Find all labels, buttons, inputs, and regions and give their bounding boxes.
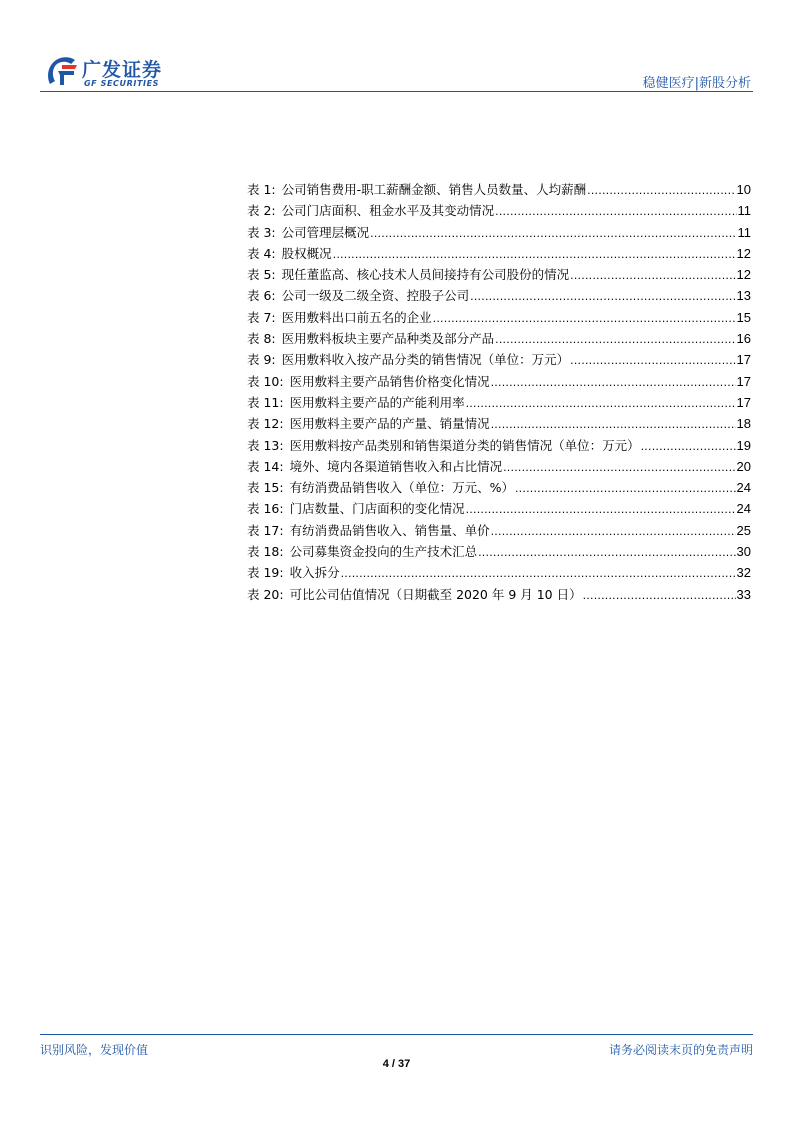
toc-entry[interactable]	[247, 456, 751, 477]
toc-entry-page: 12	[736, 245, 751, 261]
toc-entry-title: 医用敷料收入按产品分类的销售情况（单位：万元）	[281, 352, 570, 368]
logo-chinese-name: 广发证券	[82, 59, 163, 81]
toc-entry[interactable]	[247, 200, 751, 221]
toc-entry-title: 公司募集资金投向的生产技术汇总	[289, 544, 478, 560]
toc-entry-page: 17	[736, 373, 751, 389]
toc-dot-leader	[491, 372, 736, 393]
toc-entry-label: 表 12:	[247, 416, 284, 432]
toc-dot-leader	[583, 585, 736, 606]
toc-dot-leader	[587, 180, 735, 201]
toc-entry-label: 表 3:	[247, 224, 276, 240]
toc-entry-title: 现任董监高、核心技术人员间接持有公司股份的情况	[281, 267, 570, 283]
toc-dot-leader	[570, 350, 735, 371]
toc-entry-page: 33	[736, 586, 751, 602]
toc-entry[interactable]	[247, 222, 751, 243]
toc-entry-label: 表 5:	[247, 267, 276, 283]
toc-dot-leader	[491, 414, 736, 435]
toc-dot-leader	[570, 265, 735, 286]
toc-entry-title: 收入拆分	[289, 565, 340, 581]
toc-entry-label: 表 17:	[247, 522, 284, 538]
toc-entry[interactable]	[247, 328, 751, 349]
table-of-tables	[247, 179, 751, 605]
toc-entry-page: 10	[736, 182, 751, 197]
toc-entry-page: 24	[736, 480, 751, 496]
toc-entry-title: 公司管理层概况	[281, 224, 370, 240]
toc-entry-page: 13	[736, 288, 751, 304]
toc-dot-leader	[333, 244, 736, 265]
toc-entry-page: 32	[736, 565, 751, 581]
toc-entry-page: 17	[736, 352, 751, 368]
toc-entry-title: 可比公司估值情况（日期截至 2020 年 9 月 10 日）	[289, 586, 582, 602]
toc-entry-title: 有纺消费品销售收入、销售量、单价	[289, 522, 490, 538]
toc-entry-page: 16	[736, 331, 751, 347]
footer-disclaimer-note: 请务必阅读末页的免责声明	[608, 1043, 753, 1057]
toc-entry-label: 表 9:	[247, 352, 276, 368]
toc-dot-leader	[515, 478, 736, 499]
toc-dot-leader	[641, 436, 736, 457]
toc-dot-leader	[466, 499, 736, 520]
toc-dot-leader	[495, 329, 735, 350]
toc-entry-title: 医用敷料主要产品销售价格变化情况	[289, 373, 490, 389]
report-type-label: 稳健医疗|新股分析	[642, 76, 751, 91]
gf-securities-logo	[40, 50, 180, 90]
toc-entry-label: 表 16:	[247, 501, 284, 517]
toc-entry-label: 表 19:	[247, 565, 284, 581]
toc-entry[interactable]	[247, 520, 751, 541]
toc-entry-page: 11	[737, 203, 751, 219]
footer-divider	[40, 1034, 753, 1035]
toc-entry[interactable]	[247, 477, 751, 498]
toc-entry-label: 表 6:	[247, 288, 276, 304]
toc-entry-page: 20	[736, 458, 751, 474]
toc-entry[interactable]	[247, 307, 751, 328]
toc-entry-page: 12	[736, 267, 751, 283]
toc-entry-label: 表 14:	[247, 458, 284, 474]
toc-dot-leader	[433, 308, 736, 329]
toc-entry-label: 表 20:	[247, 586, 284, 602]
logo-english-name: GF SECURITIES	[84, 79, 160, 88]
toc-entry[interactable]	[247, 435, 751, 456]
toc-entry-title: 公司一级及二级全资、控股子公司	[281, 288, 470, 304]
toc-dot-leader	[491, 521, 736, 542]
toc-entry-label: 表 8:	[247, 331, 276, 347]
header-divider	[40, 91, 753, 92]
toc-entry-title: 公司门店面积、租金水平及其变动情况	[281, 203, 495, 219]
footer-slogan: 识别风险，发现价值	[40, 1043, 149, 1057]
toc-entry-title: 医用敷料按产品类别和销售渠道分类的销售情况（单位：万元）	[289, 437, 640, 453]
toc-entry-page: 17	[736, 394, 751, 410]
toc-entry-title: 股权概况	[281, 245, 332, 261]
toc-entry[interactable]	[247, 179, 751, 200]
toc-entry[interactable]	[247, 541, 751, 562]
toc-dot-leader	[341, 563, 736, 584]
toc-entry-label: 表 1:	[247, 182, 276, 197]
page-header	[40, 50, 753, 92]
toc-entry-label: 表 4:	[247, 245, 276, 261]
toc-entry-label: 表 13:	[247, 437, 284, 453]
toc-entry-page: 15	[736, 309, 751, 325]
toc-entry-title: 有纺消费品销售收入（单位：万元、%）	[289, 480, 514, 496]
toc-dot-leader	[370, 223, 736, 244]
toc-entry[interactable]	[247, 562, 751, 583]
page-number: 4 / 37	[382, 1058, 411, 1070]
toc-entry-label: 表 10:	[247, 373, 284, 389]
toc-entry-title: 医用敷料主要产品的产能利用率	[289, 394, 465, 410]
toc-entry-label: 表 15:	[247, 480, 284, 496]
toc-entry[interactable]	[247, 498, 751, 519]
toc-entry-page: 24	[736, 501, 751, 517]
toc-entry-label: 表 18:	[247, 544, 284, 560]
toc-entry-title: 医用敷料出口前五名的企业	[281, 309, 432, 325]
toc-dot-leader	[478, 542, 735, 563]
toc-entry-page: 18	[736, 416, 751, 432]
gf-logo-icon	[44, 54, 80, 88]
toc-entry[interactable]	[247, 371, 751, 392]
toc-entry[interactable]	[247, 584, 751, 605]
toc-entry[interactable]	[247, 392, 751, 413]
toc-entry-page: 25	[736, 522, 751, 538]
toc-entry-page: 19	[736, 437, 751, 453]
toc-entry[interactable]	[247, 285, 751, 306]
toc-entry-title: 医用敷料板块主要产品种类及部分产品	[281, 331, 495, 347]
toc-entry[interactable]	[247, 413, 751, 434]
toc-entry-page: 11	[737, 224, 751, 240]
toc-entry-title: 门店数量、门店面积的变化情况	[289, 501, 465, 517]
toc-entry-title: 境外、境内各渠道销售收入和占比情况	[289, 458, 503, 474]
toc-entry-page: 30	[736, 544, 751, 560]
toc-dot-leader	[466, 393, 736, 414]
toc-entry-label: 表 2:	[247, 203, 276, 219]
toc-dot-leader	[470, 286, 735, 307]
toc-dot-leader	[495, 201, 736, 222]
toc-entry[interactable]	[247, 349, 751, 370]
toc-entry-title: 医用敷料主要产品的产量、销量情况	[289, 416, 490, 432]
toc-entry-label: 表 11:	[247, 394, 284, 410]
toc-entry[interactable]	[247, 243, 751, 264]
toc-entry-title: 公司销售费用-职工薪酬金额、销售人员数量、人均薪酬	[281, 182, 587, 197]
toc-dot-leader	[503, 457, 735, 478]
toc-entry[interactable]	[247, 264, 751, 285]
toc-entry-label: 表 7:	[247, 309, 276, 325]
